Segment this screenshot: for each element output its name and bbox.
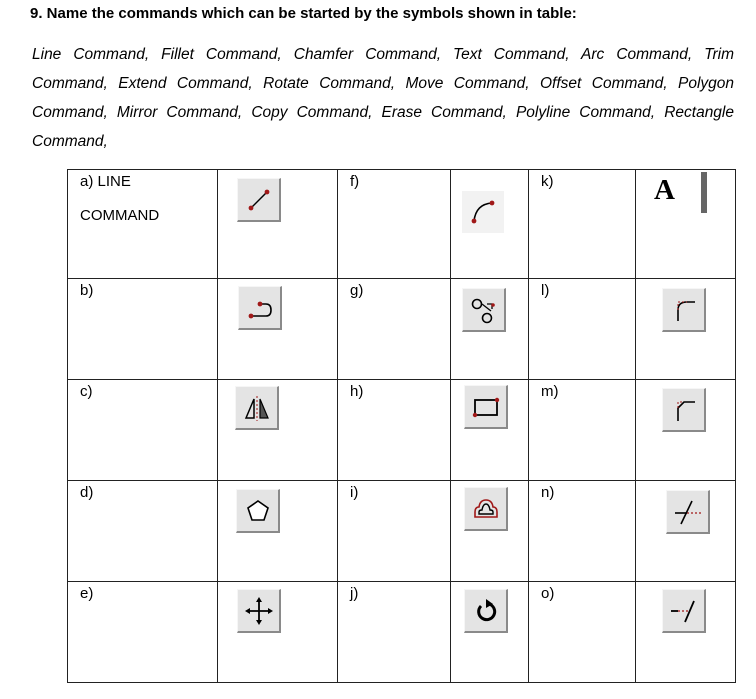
icon-cell-n — [636, 481, 736, 582]
icon-cell-k — [636, 170, 736, 279]
extend-icon — [662, 589, 706, 633]
text-cursor-bar — [701, 172, 707, 213]
line-icon — [237, 178, 281, 222]
icon-cell-c — [218, 380, 338, 481]
label-cell-a — [68, 170, 218, 279]
text-icon — [652, 171, 708, 213]
label-cell-k — [529, 170, 636, 279]
icon-cell-d — [218, 481, 338, 582]
label-d: d) — [80, 484, 94, 501]
symbols-table — [67, 169, 736, 683]
arc-icon — [462, 191, 504, 233]
mirror-icon — [235, 386, 279, 430]
icon-cell-o — [636, 582, 736, 683]
rectangle-icon — [464, 385, 508, 429]
text-icon-glyph: A — [654, 174, 675, 206]
move-icon — [237, 589, 281, 633]
offset-icon — [464, 487, 508, 531]
label-cell-n — [529, 481, 636, 582]
label-cell-m — [529, 380, 636, 481]
label-n: n) — [541, 484, 555, 501]
polyline-icon — [238, 286, 282, 330]
question-command-list: Line Command, Fillet Command, Chamfer Command, Text Command, Arc Command, Trim Command, Extend Command, Rotate Command, Move Command, Offset Command, Polygon Command, Mirror Command, Copy Command, Erase Command, Polyline Command, Rectangle Command, — [32, 46, 734, 150]
label-cell-o — [529, 582, 636, 683]
chamfer-icon — [662, 388, 706, 432]
label-cell-g — [338, 279, 451, 380]
label-k: k) — [541, 173, 554, 190]
icon-cell-h — [451, 380, 529, 481]
label-o: o) — [541, 585, 555, 602]
label-cell-e — [68, 582, 218, 683]
label-g: g) — [350, 282, 364, 299]
table-row — [68, 481, 736, 582]
icon-cell-e — [218, 582, 338, 683]
label-b: b) — [80, 282, 94, 299]
rotate-icon — [464, 589, 508, 633]
table-row — [68, 279, 736, 380]
table-row — [68, 170, 736, 279]
icon-cell-g — [451, 279, 529, 380]
label-cell-c — [68, 380, 218, 481]
label-cell-b — [68, 279, 218, 380]
icon-cell-m — [636, 380, 736, 481]
trim-icon — [666, 490, 710, 534]
icon-cell-j — [451, 582, 529, 683]
question-title: 9. Name the commands which can be started by the symbols shown in table: — [30, 5, 577, 22]
icon-cell-f — [451, 170, 529, 279]
table-row — [68, 582, 736, 683]
label-e: e) — [80, 585, 94, 602]
label-cell-f — [338, 170, 451, 279]
label-m: m) — [541, 383, 559, 400]
table-row — [68, 380, 736, 481]
label-l: l) — [541, 282, 550, 299]
label-c: c) — [80, 383, 93, 400]
icon-cell-b — [218, 279, 338, 380]
polygon-icon — [236, 489, 280, 533]
label-cell-i — [338, 481, 451, 582]
label-h: h) — [350, 383, 364, 400]
icon-cell-a — [218, 170, 338, 279]
icon-cell-l — [636, 279, 736, 380]
label-cell-d — [68, 481, 218, 582]
label-j: j) — [350, 585, 359, 602]
label-a-line2: COMMAND — [80, 207, 160, 224]
label-i: i) — [350, 484, 359, 501]
icon-cell-i — [451, 481, 529, 582]
label-f: f) — [350, 173, 360, 190]
label-cell-j — [338, 582, 451, 683]
copy-icon — [462, 288, 506, 332]
label-a: a) LINE — [80, 173, 131, 190]
fillet-icon — [662, 288, 706, 332]
label-cell-h — [338, 380, 451, 481]
label-cell-l — [529, 279, 636, 380]
